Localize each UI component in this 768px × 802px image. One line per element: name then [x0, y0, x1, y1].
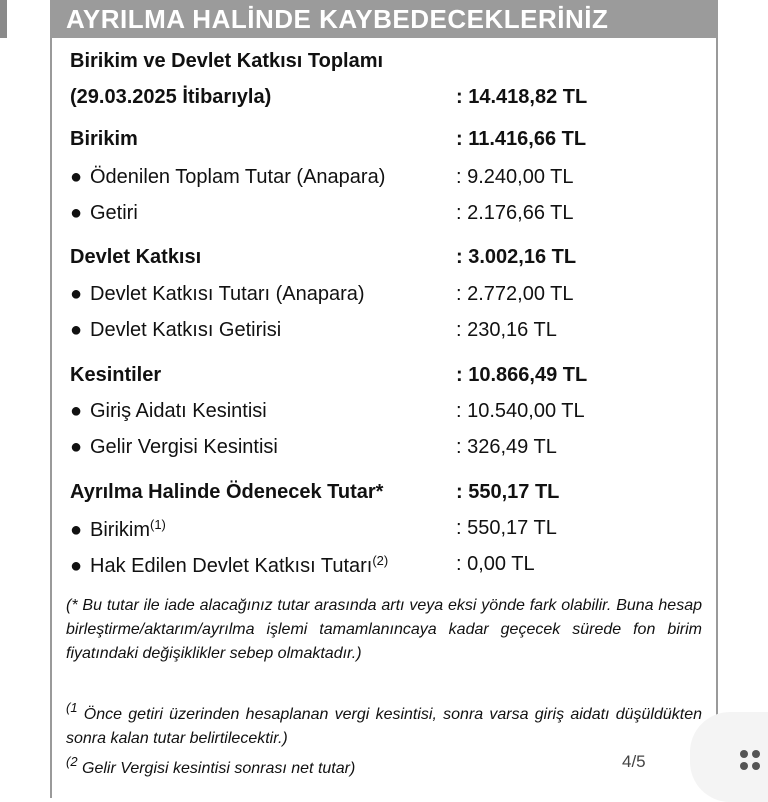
item-value: : 2.772,00 TL [456, 283, 574, 305]
footnote-two-mark: (2 [66, 754, 78, 769]
list-item [70, 553, 388, 578]
footnote-one-mark: (1 [66, 700, 78, 715]
list-item [70, 166, 385, 189]
bullet-icon: ● [70, 283, 83, 305]
birikim-label: Birikim [70, 128, 138, 150]
bullet-icon: ● [70, 166, 83, 188]
bullet-icon: ● [70, 202, 83, 224]
item-value: : 9.240,00 TL [456, 166, 574, 188]
section-title: AYRILMA HALİNDE KAYBEDECEKLERİNİZ [66, 3, 609, 34]
footnote-one-text: Önce getiri üzerinden hesaplanan vergi kesintisi, sonra varsa giriş aidatı düşüldükten sonra kalan tutar belirtilecektir.) [66, 706, 702, 747]
list-item [70, 517, 166, 542]
ayrilma-label: Ayrılma Halinde Ödenecek Tutar* [70, 481, 384, 503]
left-edge-bar [0, 0, 7, 38]
item-value: : 550,17 TL [456, 517, 557, 539]
item-label: Giriş Aidatı Kesintisi [90, 400, 267, 422]
list-item [70, 283, 365, 306]
footnote-one [66, 696, 702, 751]
item-value: : 10.540,00 TL [456, 400, 585, 422]
devlet-label: Devlet Katkısı [70, 246, 202, 268]
list-item [70, 319, 281, 342]
ayrilma-value: : 550,17 TL [456, 481, 560, 503]
item-value: : 230,16 TL [456, 319, 557, 341]
item-label: Devlet Katkısı Tutarı (Anapara) [90, 283, 365, 305]
kesintiler-value: : 10.866,49 TL [456, 364, 588, 386]
bullet-icon: ● [70, 319, 83, 341]
item-label: Getiri [90, 202, 138, 224]
summary-title-line2: (29.03.2025 İtibarıyla) [70, 86, 272, 108]
list-item [70, 400, 267, 423]
item-label: Ödenilen Toplam Tutar (Anapara) [90, 166, 386, 188]
summary-title-line1: Birikim ve Devlet Katkısı Toplamı [70, 50, 384, 72]
summary-value: : 14.418,82 TL [456, 86, 588, 108]
item-value: : 0,00 TL [456, 553, 535, 575]
item-value: : 2.176,66 TL [456, 202, 574, 224]
kesintiler-label: Kesintiler [70, 364, 162, 386]
page-number: 4/5 [622, 752, 646, 771]
footnote-mark: (2) [372, 553, 389, 568]
footnote-two [66, 750, 702, 781]
list-item [70, 436, 278, 459]
bullet-icon: ● [70, 400, 83, 422]
item-label: Birikim [90, 519, 150, 541]
grid-dots-icon[interactable] [738, 748, 768, 768]
devlet-value: : 3.002,16 TL [456, 246, 577, 268]
bullet-icon: ● [70, 436, 83, 458]
footnote-two-text: Gelir Vergisi kesintisi sonrası net tutar) [77, 760, 356, 777]
birikim-value: : 11.416,66 TL [456, 128, 587, 150]
footnote-star: (* Bu tutar ile iade alacağınız tutar arasında artı veya eksi yönde fark olabilir. Buna hesap birleştirme/aktarım/ayrılma işlemi tamamlanıncaya kadar geçecek sürede fon birim fiyatındaki değişiklikler sebep olmaktadır.) [66, 597, 702, 662]
item-value: : 326,49 TL [456, 436, 557, 458]
section-header [50, 0, 718, 38]
bullet-icon: ● [70, 555, 83, 577]
list-item [70, 202, 138, 225]
item-label: Gelir Vergisi Kesintisi [90, 436, 278, 458]
bullet-icon: ● [70, 519, 83, 541]
item-label: Devlet Katkısı Getirisi [90, 319, 282, 341]
footnote-mark: (1) [150, 517, 166, 532]
item-label: Hak Edilen Devlet Katkısı Tutarı [90, 555, 373, 577]
